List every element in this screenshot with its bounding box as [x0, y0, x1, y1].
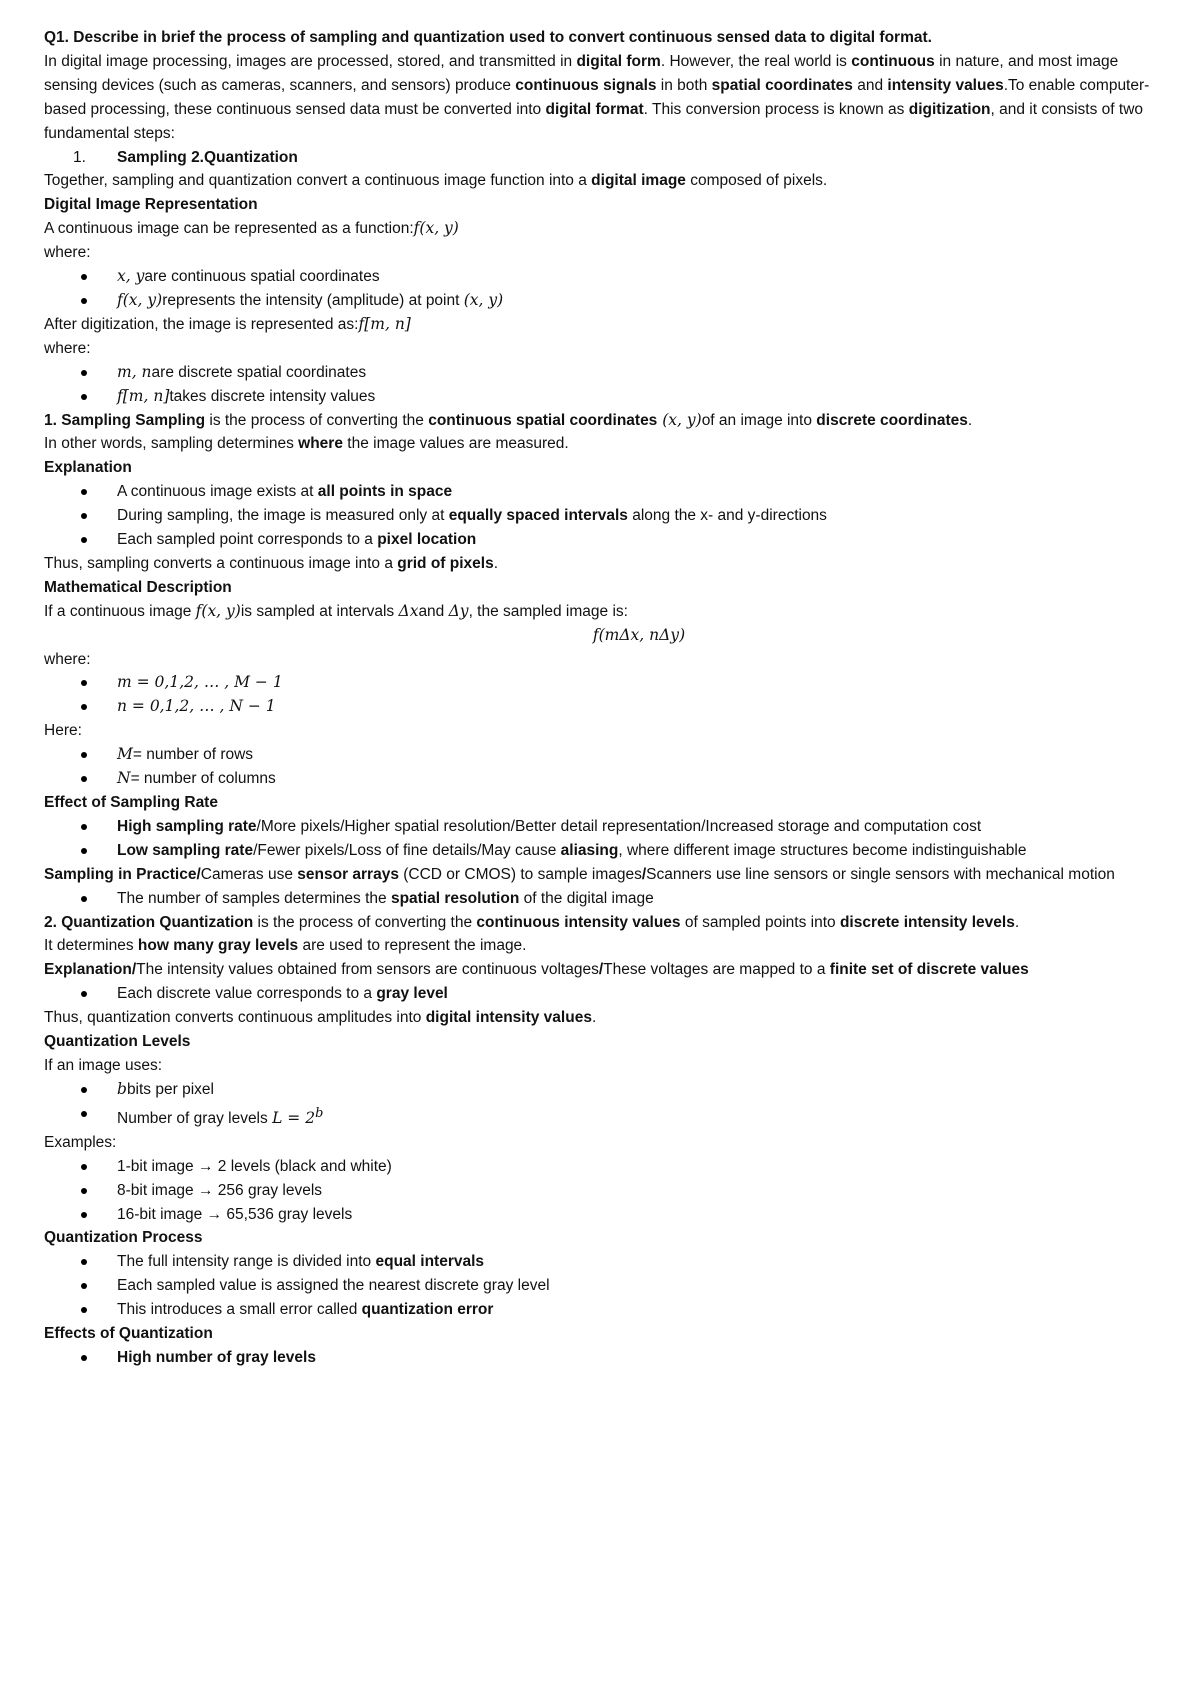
list-item: A continuous image exists at all points in space [44, 480, 1164, 504]
heading-quantization-levels: Quantization Levels [44, 1033, 191, 1051]
where-label: where: [44, 244, 91, 262]
list-item: High sampling rate/More pixels/Higher spatial resolution/Better detail representation/Increased storage and computation cost [44, 815, 1164, 839]
where-label: where: [44, 650, 91, 668]
sampling-other-words: In other words, sampling determines where the image values are measured. [44, 435, 569, 453]
heading-quantization-process: Quantization Process [44, 1229, 203, 1247]
list-item: bbits per pixel [44, 1078, 1164, 1102]
continuous-function-line: A continuous image can be represented as a function:f(x, y) [44, 219, 459, 238]
heading-mathematical-description: Mathematical Description [44, 578, 232, 596]
list-item: m, nare discrete spatial coordinates [44, 361, 1164, 385]
list-item: n = 0,1,2, … , N − 1 [44, 695, 1164, 719]
list-item: Number of gray levels $L = 2^b$ [44, 1102, 1164, 1131]
after-digitization-line: After digitization, the image is represented as:f[m, n] [44, 314, 411, 333]
list-item: N= number of columns [44, 767, 1164, 791]
question-title: Q1. Describe in brief the process of sampling and quantization used to convert continuous sensed data to digital format. [44, 29, 932, 46]
quantization-thus: Thus, quantization converts continuous amplitudes into digital intensity values. [44, 1009, 597, 1027]
list-item: This introduces a small error called quantization error [44, 1298, 1164, 1322]
heading-sampling-rate: Effect of Sampling Rate [44, 794, 218, 811]
sampling-definition: 1. Sampling Sampling is the process of converting the continuous spatial coordinates (x, y)of an image into discrete coordinates. [44, 410, 973, 429]
together-line: Together, sampling and quantization convert a continuous image function into a digital image composed of pixels. [44, 172, 828, 190]
quantization-explanation: Explanation/The intensity values obtained from sensors are continuous voltages/These voltages are mapped to a finite set of discrete values [44, 961, 1029, 979]
sampled-intervals-line: If a continuous image f(x, y)is sampled at intervals Δxand Δy, the sampled image is: [44, 601, 628, 620]
list-item: Each sampled point corresponds to a pixel location [44, 528, 1164, 552]
sampling-thus: Thus, sampling converts a continuous image into a grid of pixels. [44, 554, 499, 572]
list-item: 8-bit image → 256 gray levels [44, 1179, 1164, 1203]
if-image-uses: If an image uses: [44, 1056, 163, 1074]
list-item: Each sampled value is assigned the nearest discrete gray level [44, 1274, 1164, 1298]
list-item: 16-bit image → 65,536 gray levels [44, 1203, 1164, 1227]
list-item: m = 0,1,2, … , M − 1 [44, 671, 1164, 695]
list-item: The number of samples determines the spatial resolution of the digital image [44, 887, 1164, 911]
list-item: f[m, n]takes discrete intensity values [44, 385, 1164, 409]
list-item: f(x, y)represents the intensity (amplitude) at point (x, y) [44, 289, 1164, 313]
list-item: High number of gray levels [44, 1346, 1164, 1370]
heading-effects-quantization: Effects of Quantization [44, 1325, 213, 1343]
heading-digital-representation: Digital Image Representation [44, 196, 258, 214]
where-label: where: [44, 339, 91, 357]
list-item: Low sampling rate/Fewer pixels/Loss of fine details/May cause aliasing, where different image structures become indistinguishable [44, 839, 1164, 863]
list-item: 1-bit image → 2 levels (black and white) [44, 1155, 1164, 1179]
steps-list-item: 1. Sampling 2.Quantization [73, 148, 298, 166]
list-item: x, yare continuous spatial coordinates [44, 265, 1164, 289]
list-item: The full intensity range is divided into equal intervals [44, 1250, 1164, 1274]
examples-label: Examples: [44, 1133, 117, 1151]
heading-explanation: Explanation [44, 459, 132, 477]
list-item: M= number of rows [44, 743, 1164, 767]
list-item: During sampling, the image is measured only at equally spaced intervals along the x- and y-directions [44, 504, 1164, 528]
list-item: Each discrete value corresponds to a gray level [44, 982, 1164, 1006]
sampling-in-practice: Sampling in Practice/Cameras use sensor arrays (CCD or CMOS) to sample images/Scanners use line sensors or single sensors with mechanical motion [44, 865, 1115, 883]
quantization-definition: 2. Quantization Quantization is the process of converting the continuous intensity values of sampled points into discrete intensity levels. [44, 913, 1020, 931]
document-page [44, 26, 1164, 1370]
sampling-formula: f(mΔx, nΔy) [592, 625, 686, 644]
intro-paragraph: In digital image processing, images are processed, stored, and transmitted in digital form. However, the real world is continuous in nature, and most image sensing devices (such as cameras, scanners, and sensors) produce continuous signals in both spatial coordinates and intensity values.To enable computer-based processing, these continuous sensed data must be converted into digital format. This conversion process is known as digitization, and it consists of two fundamental steps: [44, 52, 1150, 142]
here-label: Here: [44, 722, 82, 740]
quantization-determines: It determines how many gray levels are used to represent the image. [44, 937, 527, 955]
